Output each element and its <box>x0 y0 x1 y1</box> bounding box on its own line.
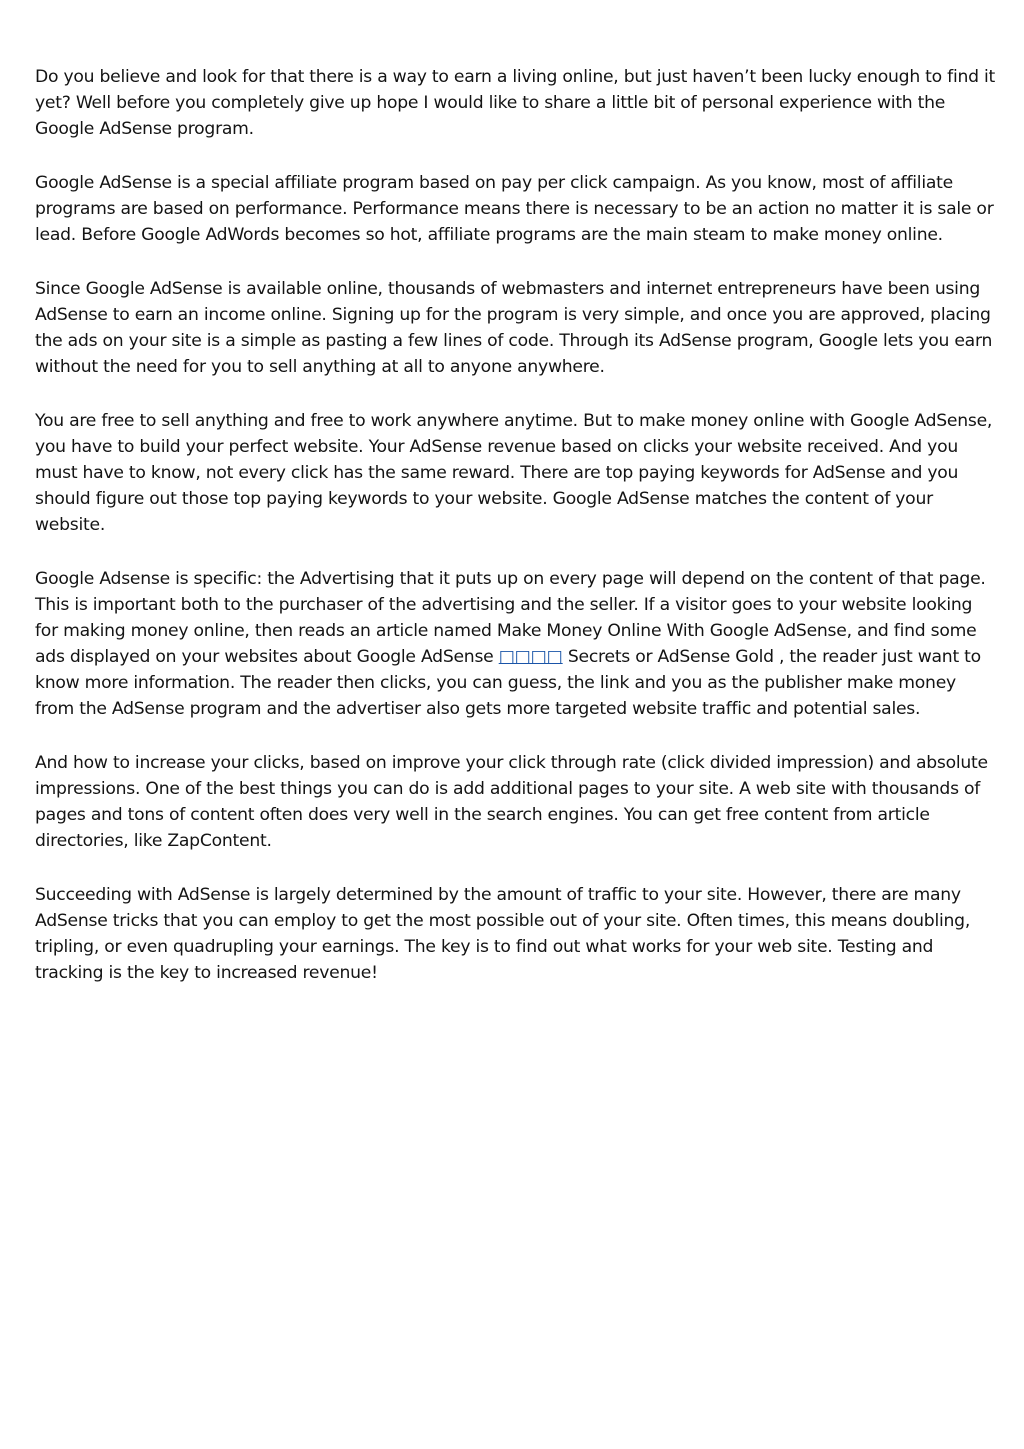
paragraph-4: You are free to sell anything and free to work anywhere anytime. But to make money online with Google AdSense, you have to build your perfect website. Your AdSense revenue based on clicks your website received. And you must have to know, not every click has the same reward. There are top paying keywords for AdSense and you should figure out those top paying keywords to your website. Google AdSense matches the content of your website. <box>35 411 993 535</box>
paragraph-1: Do you believe and look for that there is a way to earn a living online, but just haven’t been lucky enough to find it yet? Well before you completely give up hope I would like to share a little bit of personal experience with the Google AdSense program. <box>35 67 996 139</box>
paragraph-6: And how to increase your clicks, based on improve your click through rate (click divided impression) and absolute impressions. One of the best things you can do is add additional pages to your site. A web site with thousands of pages and tons of content often does very well in the search engines. You can get free content from article directories, like ZapContent. <box>35 753 988 851</box>
article-body <box>35 64 995 1014</box>
paragraph-2: Google AdSense is a special affiliate program based on pay per click campaign. As you know, most of affiliate programs are based on performance. Performance means there is necessary to be an action no matter it is sale or lead. Before Google AdWords becomes so hot, affiliate programs are the main steam to make money online. <box>35 173 994 245</box>
paragraph-5 <box>35 566 995 722</box>
paragraph-3: Since Google AdSense is available online, thousands of webmasters and internet entrepreneurs have been using AdSense to earn an income online. Signing up for the program is very simple, and once you are approved, placing the ads on your site is a simple as pasting a few lines of code. Through its AdSense program, Google lets you earn without the need for you to sell anything at all to anyone anywhere. <box>35 279 993 377</box>
inline-link[interactable]: □□□□ <box>498 647 563 667</box>
paragraph-7: Succeeding with AdSense is largely determined by the amount of traffic to your site. However, there are many AdSense tricks that you can employ to get the most possible out of your site. Often times, this means doubling, tripling, or even quadrupling your earnings. The key is to find out what works for your web site. Testing and tracking is the key to increased revenue! <box>35 885 971 983</box>
paragraph-5-text-start: Google Adsense is specific: the Advertising that it puts up on every page will depend on the content of that page. This is important both to the purchaser of the advertising and the seller. If a visitor goes to your website looking for making money online, then reads an article named Make Money Online With Google AdSense, and find some ads displayed on your websites about Google AdSense <box>35 569 986 667</box>
paragraph-5-text-end: Secrets or AdSense Gold , the reader just want to know more information. The reader then clicks, you can guess, the link and you as the publisher make money from the AdSense program and the advertiser also gets more targeted website traffic and potential sales. <box>35 647 981 719</box>
